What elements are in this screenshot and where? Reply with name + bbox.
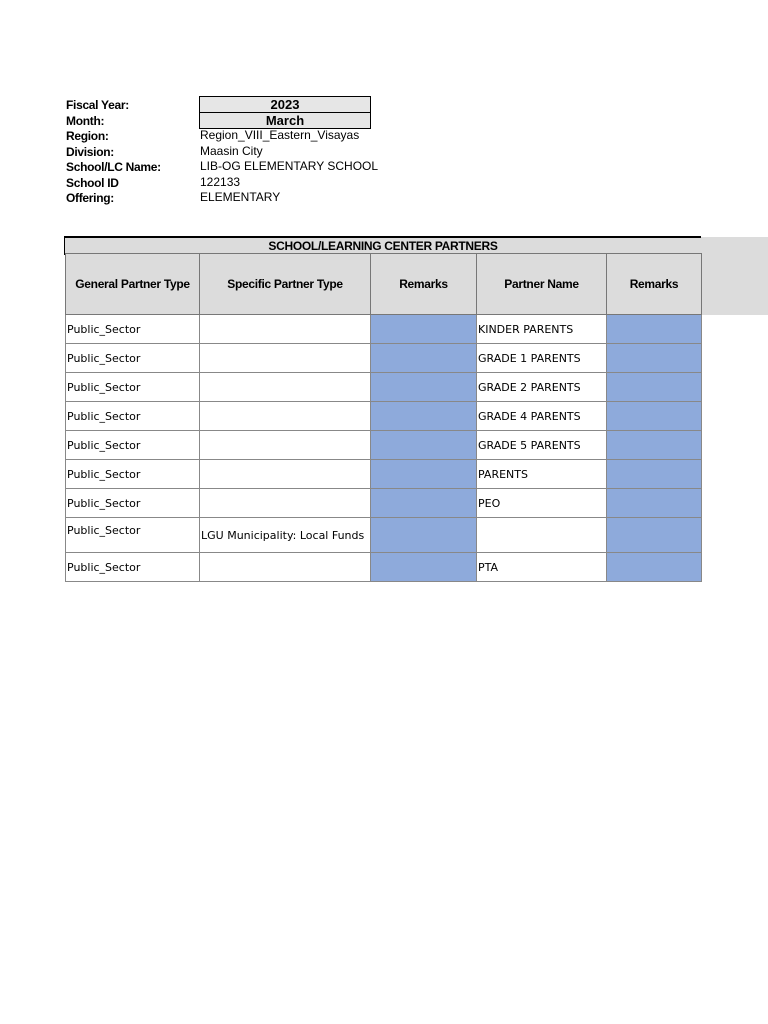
region-value: Region_VIII_Eastern_Visayas [200, 128, 360, 142]
cell-specific-partner-type[interactable]: LGU Municipality: Local Funds [200, 518, 371, 553]
table-row [66, 373, 702, 402]
cell-remarks-2[interactable] [607, 460, 702, 489]
header-partner-name: Partner Name [477, 254, 607, 315]
cell-remarks[interactable] [371, 373, 477, 402]
cell-remarks[interactable] [371, 553, 477, 582]
cell-general-partner-type[interactable]: Public_Sector [66, 344, 200, 373]
cell-specific-partner-type[interactable] [200, 402, 371, 431]
cell-specific-partner-type[interactable] [200, 431, 371, 460]
cell-partner-name[interactable] [477, 518, 607, 553]
cell-remarks-2[interactable] [607, 518, 702, 553]
month-label: Month: [66, 114, 105, 128]
cell-remarks[interactable] [371, 460, 477, 489]
cell-partner-name[interactable]: PARENTS [477, 460, 607, 489]
cell-general-partner-type[interactable]: Public_Sector [66, 431, 200, 460]
cell-partner-name[interactable]: PEO [477, 489, 607, 518]
header-row [66, 254, 702, 315]
cell-specific-partner-type[interactable] [200, 489, 371, 518]
table-title: SCHOOL/LEARNING CENTER PARTNERS [64, 236, 701, 255]
header-remarks-2: Remarks [607, 254, 702, 315]
cell-general-partner-type[interactable]: Public_Sector [66, 402, 200, 431]
fiscal-year-label: Fiscal Year: [66, 98, 129, 112]
school-label: School/LC Name: [66, 160, 161, 174]
header-remarks: Remarks [371, 254, 477, 315]
region-label: Region: [66, 129, 109, 143]
header-shade-extension [700, 237, 768, 315]
cell-specific-partner-type[interactable] [200, 460, 371, 489]
cell-partner-name[interactable]: GRADE 4 PARENTS [477, 402, 607, 431]
cell-remarks[interactable] [371, 489, 477, 518]
table-row [66, 460, 702, 489]
table-row [66, 315, 702, 344]
cell-remarks-2[interactable] [607, 402, 702, 431]
cell-partner-name[interactable]: GRADE 5 PARENTS [477, 431, 607, 460]
cell-remarks[interactable] [371, 402, 477, 431]
division-label: Division: [66, 145, 114, 159]
cell-specific-partner-type[interactable] [200, 344, 371, 373]
fiscal-year-value[interactable]: 2023 [199, 96, 371, 113]
cell-remarks[interactable] [371, 344, 477, 373]
cell-partner-name[interactable]: GRADE 1 PARENTS [477, 344, 607, 373]
header-specific-partner-type: Specific Partner Type [200, 254, 371, 315]
cell-general-partner-type[interactable]: Public_Sector [66, 460, 200, 489]
table-row [66, 489, 702, 518]
table-row [66, 518, 702, 553]
division-value: Maasin City [200, 144, 263, 158]
cell-remarks-2[interactable] [607, 489, 702, 518]
table-row [66, 402, 702, 431]
cell-remarks-2[interactable] [607, 373, 702, 402]
month-value[interactable]: March [199, 112, 371, 129]
cell-general-partner-type[interactable]: Public_Sector [66, 489, 200, 518]
school-id-label: School ID [66, 176, 119, 190]
partners-table [65, 253, 702, 582]
cell-remarks-2[interactable] [607, 553, 702, 582]
cell-general-partner-type[interactable]: Public_Sector [66, 315, 200, 344]
cell-remarks[interactable] [371, 518, 477, 553]
school-id-value: 122133 [200, 175, 241, 189]
table-row [66, 553, 702, 582]
cell-general-partner-type[interactable]: Public_Sector [66, 518, 200, 553]
cell-specific-partner-type[interactable] [200, 315, 371, 344]
table-row [66, 431, 702, 460]
header-general-partner-type: General Partner Type [66, 254, 200, 315]
school-value: LIB-OG ELEMENTARY SCHOOL [200, 159, 379, 173]
offering-value: ELEMENTARY [200, 190, 281, 204]
cell-remarks-2[interactable] [607, 344, 702, 373]
table-row [66, 344, 702, 373]
cell-remarks[interactable] [371, 431, 477, 460]
cell-partner-name[interactable]: GRADE 2 PARENTS [477, 373, 607, 402]
cell-general-partner-type[interactable]: Public_Sector [66, 373, 200, 402]
cell-specific-partner-type[interactable] [200, 373, 371, 402]
cell-remarks-2[interactable] [607, 431, 702, 460]
cell-remarks[interactable] [371, 315, 477, 344]
cell-remarks-2[interactable] [607, 315, 702, 344]
offering-label: Offering: [66, 191, 114, 205]
cell-general-partner-type[interactable]: Public_Sector [66, 553, 200, 582]
cell-specific-partner-type[interactable] [200, 553, 371, 582]
cell-partner-name[interactable]: KINDER PARENTS [477, 315, 607, 344]
cell-partner-name[interactable]: PTA [477, 553, 607, 582]
